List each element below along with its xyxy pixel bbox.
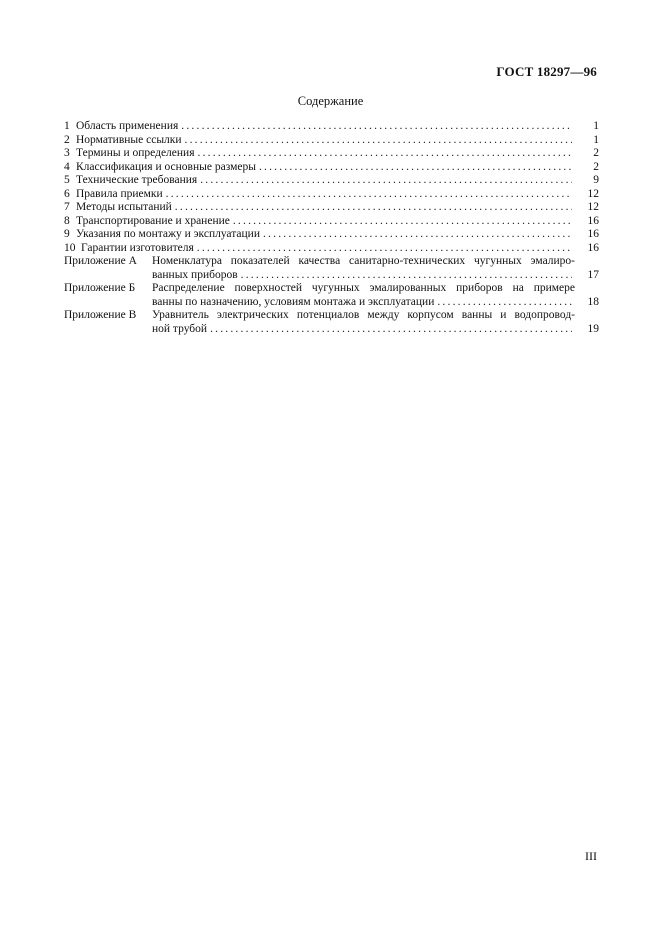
toc-entry[interactable] xyxy=(64,120,599,134)
appendix-title-line2: ванных приборов xyxy=(152,268,238,281)
appendix-title-line2: ванны по назначению, условиям монтажа и эксплуатации xyxy=(152,295,435,308)
toc-entry-number: 5 xyxy=(64,174,70,186)
appendix-page: 19 xyxy=(587,322,599,335)
leader-dots xyxy=(200,174,572,188)
leader-dots xyxy=(263,228,572,242)
leader-dots xyxy=(259,161,572,175)
toc-entry[interactable] xyxy=(64,134,599,148)
appendix-label: Приложение Б xyxy=(64,282,136,294)
appendix-title-line1: Уравнитель электрических потенциалов между корпусом ванны и водопровод- xyxy=(152,309,575,321)
toc-entry-page: 1 xyxy=(593,120,599,132)
toc-entry[interactable] xyxy=(64,242,599,256)
standard-code: ГОСТ 18297—96 xyxy=(496,64,597,79)
toc-entry-title: Классификация и основные размеры xyxy=(76,160,256,173)
toc-entry-page: 9 xyxy=(593,174,599,186)
toc-entry-title: Транспортирование и хранение xyxy=(76,214,230,227)
toc-entry[interactable] xyxy=(64,215,599,229)
toc-entry-number: 10 xyxy=(64,241,76,254)
toc-entry-title: Гарантии изготовителя xyxy=(81,241,194,254)
toc-title: Содержание xyxy=(297,94,364,108)
leader-dots xyxy=(175,201,572,215)
page-number: III xyxy=(585,849,597,863)
toc-entry[interactable] xyxy=(64,188,599,202)
toc-entry-page: 16 xyxy=(587,214,599,227)
toc-entry[interactable] xyxy=(64,147,599,161)
appendix-page: 17 xyxy=(587,268,599,281)
appendix-title-line1: Номенклатура показателей качества санитарно-технических чугунных эмалиро- xyxy=(152,255,575,267)
leader-dots xyxy=(181,120,572,134)
toc-entry[interactable] xyxy=(64,201,599,215)
toc-entry-number: 6 xyxy=(64,187,70,200)
toc-entry-title: Технические требования xyxy=(76,174,198,186)
toc-entry-page: 16 xyxy=(587,228,599,240)
toc-entry[interactable] xyxy=(64,174,599,188)
toc-entry-page: 16 xyxy=(587,241,599,254)
toc-entry-page: 12 xyxy=(587,187,599,200)
toc-entry-title: Указания по монтажу и эксплуатации xyxy=(76,228,260,240)
toc-entry-title: Правила приемки xyxy=(76,187,163,200)
appendix-label: Приложение А xyxy=(64,255,137,267)
toc-entry-number: 4 xyxy=(64,160,70,173)
appendix-title-line1: Распределение поверхностей чугунных эмалированных приборов на примере xyxy=(152,282,575,294)
toc-entry-title: Область применения xyxy=(76,120,179,132)
toc-entry-title: Нормативные ссылки xyxy=(76,133,182,146)
toc-entry-page: 1 xyxy=(593,133,599,146)
appendix-title-line2: ной трубой xyxy=(152,322,208,335)
appendix-page: 18 xyxy=(587,295,599,308)
toc-appendix-entry[interactable] xyxy=(64,309,599,336)
toc-entry-number: 8 xyxy=(64,214,70,227)
appendix-label: Приложение В xyxy=(64,309,137,321)
toc-entry-number: 2 xyxy=(64,133,70,146)
leader-dots xyxy=(233,215,572,229)
toc-entry-number: 9 xyxy=(64,228,70,240)
toc-entry-page: 2 xyxy=(593,147,599,159)
toc-entry-page: 12 xyxy=(587,201,599,213)
leader-dots xyxy=(210,323,572,337)
toc-entry[interactable] xyxy=(64,228,599,242)
toc-appendix-entry[interactable] xyxy=(64,255,599,282)
leader-dots xyxy=(197,242,572,256)
table-of-contents xyxy=(64,120,599,336)
leader-dots xyxy=(241,269,572,283)
leader-dots xyxy=(166,188,572,202)
toc-entry-number: 3 xyxy=(64,147,70,159)
toc-entry-page: 2 xyxy=(593,160,599,173)
leader-dots xyxy=(185,134,572,148)
toc-entry-title: Термины и определения xyxy=(76,147,195,159)
toc-entry-number: 7 xyxy=(64,201,70,213)
toc-appendix-entry[interactable] xyxy=(64,282,599,309)
leader-dots xyxy=(437,296,572,310)
toc-entry-number: 1 xyxy=(64,120,70,132)
leader-dots xyxy=(198,147,573,161)
toc-entry[interactable] xyxy=(64,161,599,175)
toc-entry-title: Методы испытаний xyxy=(76,201,172,213)
